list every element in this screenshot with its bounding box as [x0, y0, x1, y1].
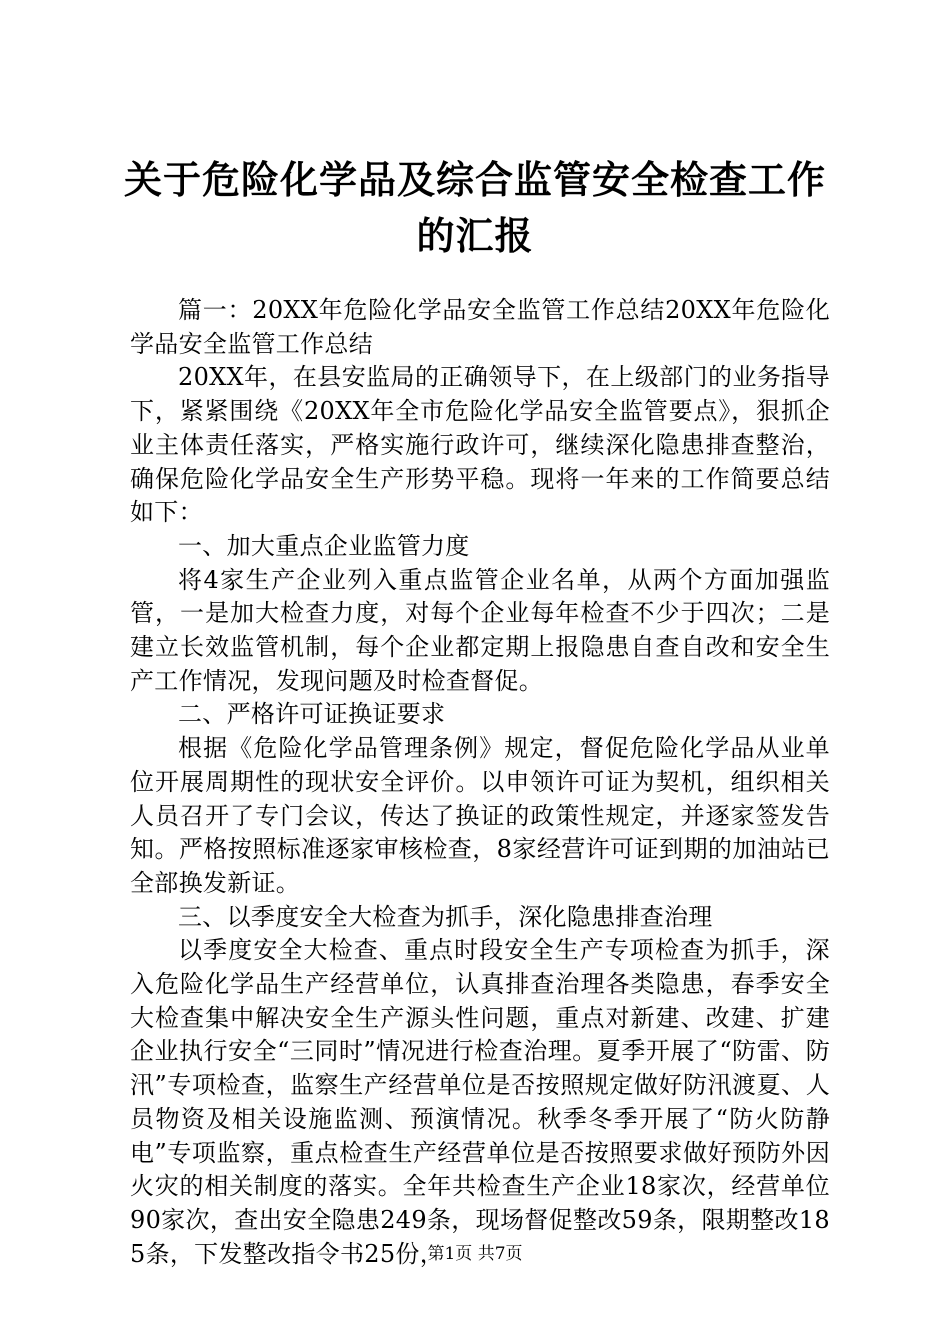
- paragraph-section-2: 根据《危险化学品管理条例》规定，督促危险化学品从业单位开展周期性的现状安全评价。以申领许可证为契机，组织相关人员召开了专门会议，传达了换证的政策性规定，并逐家签发告知。严格按照标准逐家审核检查，8家经营许可证到期的加油站已全部换发新证。: [130, 734, 830, 897]
- section-heading-2: 二、严格许可证换证要求: [178, 700, 446, 729]
- paragraph-intro: 篇一：20XX年危险化学品安全监管工作总结20XX年危险化学品安全监管工作总结: [130, 296, 830, 358]
- section-heading-3: 三、以季度安全大检查为抓手，深化隐患排查治理: [178, 902, 713, 931]
- document-body: [130, 294, 830, 1271]
- page-footer: 第1页 共7页: [427, 1244, 523, 1264]
- paragraph-section-3: 以季度安全大检查、重点时段安全生产专项检查为抓手，深入危险化学品生产经营单位，认真排查治理各类隐患，春季安全大检查集中解决安全生产源头性问题，重点对新建、改建、扩建企业执行安全“三同时”情况进行检查治理。夏季开展了“防雷、防汛”专项检查，监察生产经营单位是否按照规定做好防汛渡夏、人员物资及相关设施监测、预演情况。秋季冬季开展了“防火防静电”专项监察，重点检查生产经营单位是否按照要求做好预防外因火灾的相关制度的落实。全年共检查生产企业18家次，经营单位90家次，查出安全隐患249条，现场督促整改59条，限期整改185条，下发整改指令书25份，: [130, 936, 830, 1268]
- paragraph-overview: 20XX年，在县安监局的正确领导下，在上级部门的业务指导下，紧紧围绕《20XX年全市危险化学品安全监管要点》，狠抓企业主体责任落实，严格实施行政许可，继续深化隐患排查整治，确保危险化学品安全生产形势平稳。现将一年来的工作简要总结如下：: [130, 363, 830, 527]
- section-heading-1: 一、加大重点企业监管力度: [178, 531, 470, 560]
- document-title: 关于危险化学品及综合监管安全检查工作的汇报: [123, 157, 826, 258]
- paragraph-section-1: 将4家生产企业列入重点监管企业名单，从两个方面加强监管，一是加大检查力度，对每个企业每年检查不少于四次；二是建立长效监管机制，每个企业都定期上报隐患自查自改和安全生产工作情况，发现问题及时检查督促。: [130, 565, 830, 695]
